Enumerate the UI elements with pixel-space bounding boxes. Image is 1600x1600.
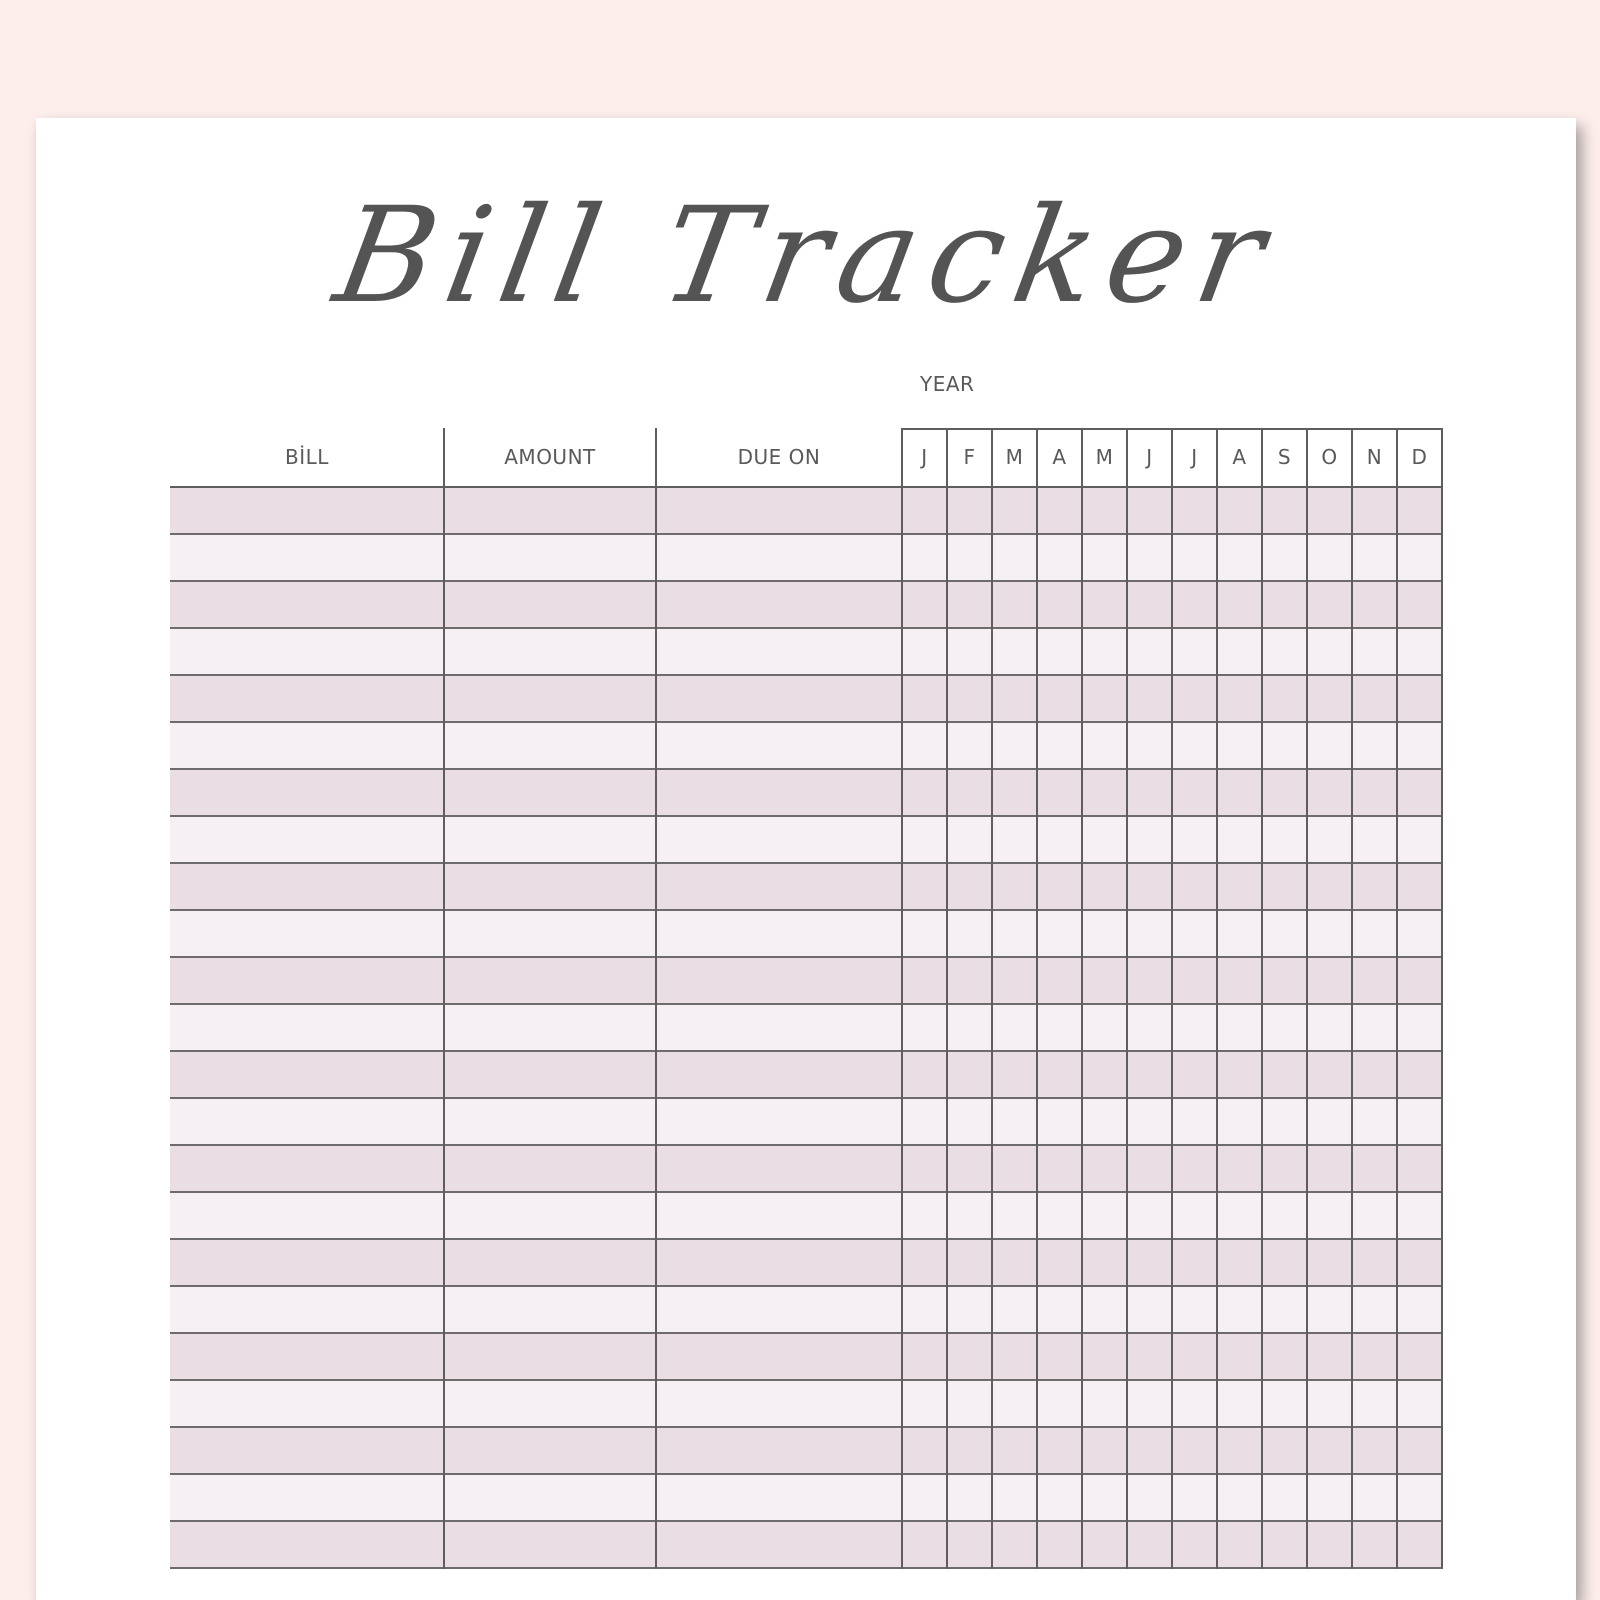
column-divider [1216, 428, 1218, 1569]
column-divider [1351, 428, 1353, 1569]
table-row[interactable] [170, 723, 1442, 770]
column-divider [1306, 428, 1308, 1569]
table-row[interactable] [170, 1099, 1442, 1146]
table-row[interactable] [170, 676, 1442, 723]
month-header-apr: A [1052, 445, 1067, 469]
column-divider [991, 428, 993, 1569]
table-row[interactable] [170, 1052, 1442, 1099]
table-row[interactable] [170, 1334, 1442, 1381]
year-label: YEAR [920, 372, 975, 396]
table-row[interactable] [170, 864, 1442, 911]
table-header-row [170, 428, 1442, 488]
table-body [170, 488, 1442, 1569]
table-row[interactable] [170, 911, 1442, 958]
table-row[interactable] [170, 958, 1442, 1005]
table-row[interactable] [170, 770, 1442, 817]
column-header-bill: BİLL [285, 445, 329, 469]
month-header-feb: F [963, 445, 976, 469]
table-row[interactable] [170, 535, 1442, 582]
table-row[interactable] [170, 1287, 1442, 1334]
column-divider [655, 428, 657, 1569]
bill-tracker-table [170, 428, 1442, 1569]
table-row[interactable] [170, 488, 1442, 535]
month-header-mar: M [1005, 445, 1024, 469]
table-row[interactable] [170, 629, 1442, 676]
month-header-may: M [1095, 445, 1114, 469]
column-header-amount: AMOUNT [504, 445, 596, 469]
table-row[interactable] [170, 1240, 1442, 1287]
bill-tracker-sheet [36, 118, 1576, 1600]
column-divider [1036, 428, 1038, 1569]
table-row[interactable] [170, 1428, 1442, 1475]
page-title: Bill Tracker [325, 179, 1287, 333]
column-divider [901, 428, 903, 1569]
month-header-aug: A [1232, 445, 1247, 469]
column-divider [1171, 428, 1173, 1569]
table-row[interactable] [170, 1475, 1442, 1522]
table-row[interactable] [170, 582, 1442, 629]
table-row[interactable] [170, 817, 1442, 864]
column-divider [1261, 428, 1263, 1569]
column-divider [1441, 428, 1443, 1569]
month-header-sep: S [1277, 445, 1292, 469]
table-row[interactable] [170, 1381, 1442, 1428]
column-divider [946, 428, 948, 1569]
table-row[interactable] [170, 1146, 1442, 1193]
column-divider [443, 428, 445, 1569]
month-header-oct: O [1321, 445, 1338, 469]
month-header-dec: D [1411, 445, 1428, 469]
column-header-due-on: DUE ON [737, 445, 821, 469]
month-header-jul: J [1191, 445, 1198, 469]
table-row[interactable] [170, 1005, 1442, 1052]
table-row[interactable] [170, 1522, 1442, 1569]
column-divider [1126, 428, 1128, 1569]
month-header-jun: J [1146, 445, 1153, 469]
month-header-nov: N [1366, 445, 1383, 469]
column-divider [1081, 428, 1083, 1569]
table-row[interactable] [170, 1193, 1442, 1240]
month-header-jan: J [921, 445, 928, 469]
month-header-top-border [901, 428, 1443, 430]
column-divider [1396, 428, 1398, 1569]
